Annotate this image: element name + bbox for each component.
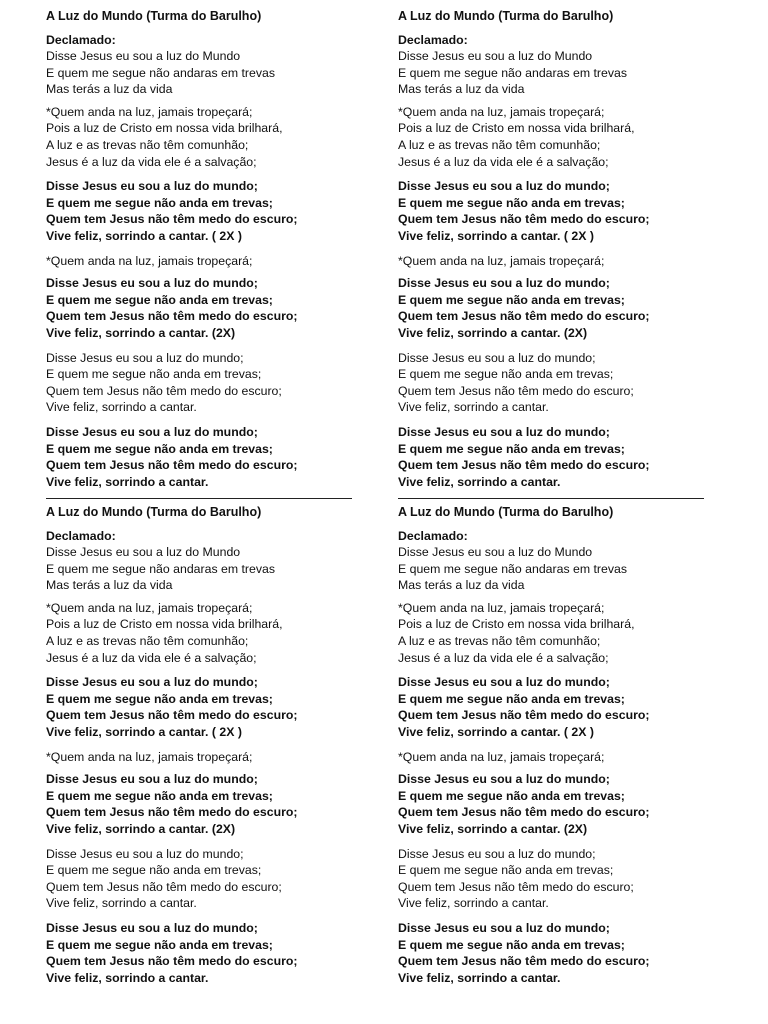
divider-line <box>46 498 352 499</box>
chorus-stanza <box>46 771 366 837</box>
lyric-line: Quem tem Jesus não têm medo do escuro; <box>398 383 634 398</box>
lyrics-sheet-top-left <box>46 8 366 498</box>
lyric-line: Disse Jesus eu sou a luz do mundo; <box>46 920 258 935</box>
lyric-line: Quem tem Jesus não têm medo do escuro; <box>398 212 650 227</box>
lyric-line: *Quem anda na luz, jamais tropeçará; <box>398 749 605 764</box>
lyric-line: E quem me segue não andaras em trevas <box>398 65 627 80</box>
lyric-line: Jesus é a luz da vida ele é a salvação; <box>46 650 257 665</box>
lyric-line: E quem me segue não anda em trevas; <box>46 367 262 382</box>
lyric-line: E quem me segue não andaras em trevas <box>46 561 275 576</box>
lyric-line: Quem tem Jesus não têm medo do escuro; <box>46 458 298 473</box>
lyric-line: Disse Jesus eu sou a luz do mundo; <box>46 179 258 194</box>
lyric-line: Vive feliz, sorrindo a cantar. <box>46 970 209 985</box>
lyric-line: Disse Jesus eu sou a luz do mundo; <box>398 276 610 291</box>
lyric-line: E quem me segue não anda em trevas; <box>398 441 625 456</box>
lyric-line: E quem me segue não anda em trevas; <box>398 788 625 803</box>
chorus-stanza <box>398 674 718 740</box>
chorus-stanza <box>46 674 366 740</box>
lyric-line: E quem me segue não anda em trevas; <box>398 863 614 878</box>
lyric-line: E quem me segue não anda em trevas; <box>46 441 273 456</box>
declamado-stanza <box>398 528 718 594</box>
lyric-line: E quem me segue não anda em trevas; <box>398 937 625 952</box>
lyric-line: E quem me segue não anda em trevas; <box>398 195 625 210</box>
lyric-line: Quem tem Jesus não têm medo do escuro; <box>46 383 282 398</box>
chorus-stanza <box>46 920 366 986</box>
chorus-stanza <box>398 846 718 912</box>
lyric-line: E quem me segue não anda em trevas; <box>46 292 273 307</box>
chorus-stanza <box>46 424 366 490</box>
lyric-line: Vive feliz, sorrindo a cantar. ( 2X ) <box>398 229 594 244</box>
lyrics-sheet-top-right <box>398 8 718 498</box>
lyric-line: Disse Jesus eu sou a luz do mundo; <box>398 424 610 439</box>
lyric-line: Disse Jesus eu sou a luz do mundo; <box>398 846 596 861</box>
lyric-line: *Quem anda na luz, jamais tropeçará; <box>46 600 253 615</box>
lyric-line: Vive feliz, sorrindo a cantar. ( 2X ) <box>46 229 242 244</box>
declamado-label: Declamado: <box>398 32 468 47</box>
lyric-line: Mas terás a luz da vida <box>398 578 525 593</box>
chorus-stanza <box>398 178 718 244</box>
lyric-line: Disse Jesus eu sou a luz do mundo; <box>398 675 610 690</box>
lyric-line: Pois a luz de Cristo em nossa vida brilhará, <box>398 617 635 632</box>
lyric-line: E quem me segue não anda em trevas; <box>398 691 625 706</box>
lyric-line: Quem tem Jesus não têm medo do escuro; <box>398 805 650 820</box>
lyric-line: Quem tem Jesus não têm medo do escuro; <box>398 954 650 969</box>
lyric-line: Disse Jesus eu sou a luz do mundo; <box>398 772 610 787</box>
lyric-line: E quem me segue não anda em trevas; <box>398 367 614 382</box>
lyric-line: Quem tem Jesus não têm medo do escuro; <box>46 879 282 894</box>
lyric-line: E quem me segue não anda em trevas; <box>46 937 273 952</box>
lyric-line: Disse Jesus eu sou a luz do Mundo <box>398 545 593 560</box>
lyric-line: A luz e as trevas não têm comunhão; <box>398 634 601 649</box>
lyric-line: Disse Jesus eu sou a luz do mundo; <box>398 179 610 194</box>
lyric-line: Disse Jesus eu sou a luz do Mundo <box>46 49 241 64</box>
chorus-stanza <box>46 178 366 244</box>
chorus-stanza <box>398 920 718 986</box>
lyric-line: E quem me segue não anda em trevas; <box>46 863 262 878</box>
lyric-line: E quem me segue não anda em trevas; <box>398 292 625 307</box>
lyric-line: Disse Jesus eu sou a luz do mundo; <box>46 424 258 439</box>
lyric-line: Quem tem Jesus não têm medo do escuro; <box>398 879 634 894</box>
lyric-line: E quem me segue não andaras em trevas <box>46 65 275 80</box>
lyric-line: Quem tem Jesus não têm medo do escuro; <box>46 212 298 227</box>
lyric-line: Quem tem Jesus não têm medo do escuro; <box>398 708 650 723</box>
lyric-line: A luz e as trevas não têm comunhão; <box>46 138 249 153</box>
lyric-line: Jesus é a luz da vida ele é a salvação; <box>398 154 609 169</box>
divider-line <box>398 498 704 499</box>
lyric-line: A luz e as trevas não têm comunhão; <box>398 138 601 153</box>
chorus-stanza <box>398 771 718 837</box>
lyric-line: A luz e as trevas não têm comunhão; <box>46 634 249 649</box>
lyric-line: Mas terás a luz da vida <box>398 82 525 97</box>
lyric-line: E quem me segue não andaras em trevas <box>398 561 627 576</box>
chorus-stanza <box>46 350 366 416</box>
lyric-line: Jesus é a luz da vida ele é a salvação; <box>46 154 257 169</box>
lyric-line: Vive feliz, sorrindo a cantar. (2X) <box>46 326 236 340</box>
lyric-line: Quem tem Jesus não têm medo do escuro; <box>46 954 298 969</box>
lyric-line: Pois a luz de Cristo em nossa vida brilhará, <box>398 121 635 136</box>
lyric-line: Vive feliz, sorrindo a cantar. <box>46 474 209 489</box>
verse-stanza <box>46 253 366 270</box>
lyric-line: *Quem anda na luz, jamais tropeçará; <box>46 749 253 764</box>
lyric-line: Vive feliz, sorrindo a cantar. <box>398 474 561 489</box>
declamado-stanza <box>46 32 366 98</box>
lyric-line: Vive feliz, sorrindo a cantar. <box>398 896 549 911</box>
lyric-line: Disse Jesus eu sou a luz do mundo; <box>398 350 596 365</box>
lyric-line: Vive feliz, sorrindo a cantar. <box>398 970 561 985</box>
lyric-line: Jesus é a luz da vida ele é a salvação; <box>398 650 609 665</box>
lyrics-sheet-bottom-right <box>398 504 718 994</box>
lyric-line: Disse Jesus eu sou a luz do mundo; <box>46 772 258 787</box>
lyric-line: Vive feliz, sorrindo a cantar. <box>46 400 197 415</box>
chorus-stanza <box>46 846 366 912</box>
verse-stanza <box>46 104 366 170</box>
verse-stanza <box>398 600 718 666</box>
lyric-line: Quem tem Jesus não têm medo do escuro; <box>398 309 650 324</box>
declamado-label: Declamado: <box>398 528 468 543</box>
lyric-line: Vive feliz, sorrindo a cantar. ( 2X ) <box>398 725 594 740</box>
lyric-line: Vive feliz, sorrindo a cantar. <box>46 896 197 911</box>
lyric-line: *Quem anda na luz, jamais tropeçará; <box>398 104 605 119</box>
lyric-line: Vive feliz, sorrindo a cantar. <box>398 400 549 415</box>
lyric-line: Vive feliz, sorrindo a cantar. (2X) <box>398 326 588 340</box>
lyric-line: Quem tem Jesus não têm medo do escuro; <box>46 309 298 324</box>
lyric-line: Quem tem Jesus não têm medo do escuro; <box>398 458 650 473</box>
lyric-line: Disse Jesus eu sou a luz do mundo; <box>46 675 258 690</box>
lyric-line: Disse Jesus eu sou a luz do Mundo <box>46 545 241 560</box>
chorus-stanza <box>46 275 366 341</box>
lyric-line: Disse Jesus eu sou a luz do mundo; <box>46 846 244 861</box>
song-title: A Luz do Mundo (Turma do Barulho) <box>46 505 262 519</box>
declamado-label: Declamado: <box>46 528 116 543</box>
verse-stanza <box>46 749 366 766</box>
verse-stanza <box>46 600 366 666</box>
lyric-line: E quem me segue não anda em trevas; <box>46 691 273 706</box>
lyric-line: *Quem anda na luz, jamais tropeçará; <box>398 600 605 615</box>
song-title: A Luz do Mundo (Turma do Barulho) <box>398 505 614 519</box>
verse-stanza <box>398 104 718 170</box>
verse-stanza <box>398 749 718 766</box>
lyric-line: Disse Jesus eu sou a luz do Mundo <box>398 49 593 64</box>
lyric-line: Quem tem Jesus não têm medo do escuro; <box>46 805 298 820</box>
song-title: A Luz do Mundo (Turma do Barulho) <box>46 9 262 23</box>
chorus-stanza <box>398 424 718 490</box>
lyric-line: Vive feliz, sorrindo a cantar. (2X) <box>398 822 588 836</box>
declamado-stanza <box>46 528 366 594</box>
lyric-line: Pois a luz de Cristo em nossa vida brilhará, <box>46 121 283 136</box>
lyric-line: Disse Jesus eu sou a luz do mundo; <box>46 350 244 365</box>
lyric-line: E quem me segue não anda em trevas; <box>46 788 273 803</box>
verse-stanza <box>398 253 718 270</box>
lyric-line: Disse Jesus eu sou a luz do mundo; <box>46 276 258 291</box>
lyric-line: Quem tem Jesus não têm medo do escuro; <box>46 708 298 723</box>
lyric-line: E quem me segue não anda em trevas; <box>46 195 273 210</box>
lyric-line: *Quem anda na luz, jamais tropeçará; <box>46 104 253 119</box>
lyric-line: *Quem anda na luz, jamais tropeçará; <box>398 253 605 268</box>
lyric-line: Mas terás a luz da vida <box>46 578 173 593</box>
lyric-line: Disse Jesus eu sou a luz do mundo; <box>398 920 610 935</box>
lyric-line: Vive feliz, sorrindo a cantar. ( 2X ) <box>46 725 242 740</box>
lyric-line: Mas terás a luz da vida <box>46 82 173 97</box>
lyric-line: Vive feliz, sorrindo a cantar. (2X) <box>46 822 236 836</box>
lyrics-sheet-bottom-left <box>46 504 366 994</box>
chorus-stanza <box>398 350 718 416</box>
declamado-stanza <box>398 32 718 98</box>
chorus-stanza <box>398 275 718 341</box>
declamado-label: Declamado: <box>46 32 116 47</box>
song-title: A Luz do Mundo (Turma do Barulho) <box>398 9 614 23</box>
lyric-line: *Quem anda na luz, jamais tropeçará; <box>46 253 253 268</box>
lyric-line: Pois a luz de Cristo em nossa vida brilhará, <box>46 617 283 632</box>
